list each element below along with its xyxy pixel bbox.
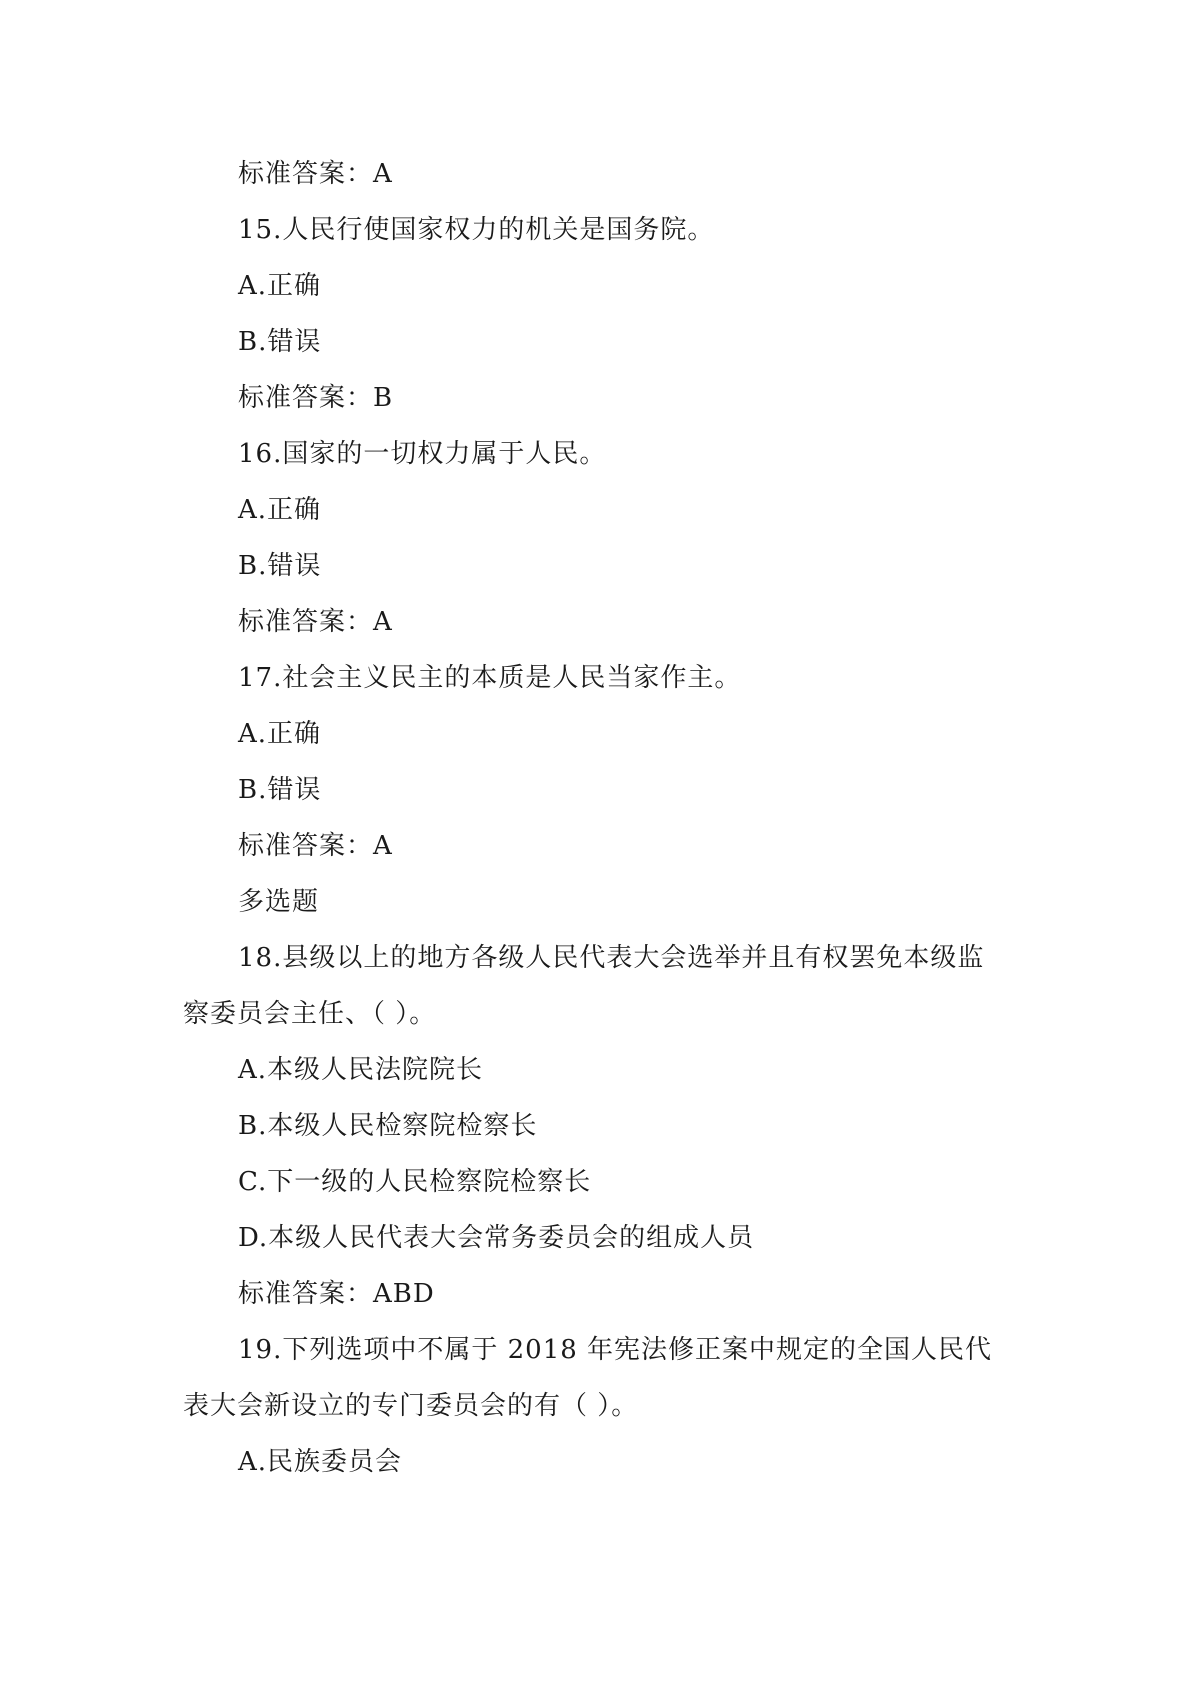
answer-14: 标准答案：A [238,159,393,189]
section-heading-multiple-choice: 多选题 [238,887,320,917]
question-18-line-2: 察委员会主任、（ ）。 [183,999,437,1029]
question-15: 15.人民行使国家权力的机关是国务院。 [238,215,715,245]
question-18-line-1: 18.县级以上的地方各级人民代表大会选举并且有权罢免本级监 [238,943,985,973]
answer-16: 标准答案：A [238,607,393,637]
option-18-c: C.下一级的人民检察院检察长 [238,1167,592,1197]
option-16-b: B.错误 [238,551,322,581]
option-18-a: A.本级人民法院院长 [238,1055,484,1085]
question-19-line-1: 19.下列选项中不属于 2018 年宪法修正案中规定的全国人民代 [238,1335,993,1365]
option-19-a: A.民族委员会 [238,1447,403,1477]
option-18-d: D.本级人民代表大会常务委员会的组成人员 [238,1223,755,1253]
option-18-b: B.本级人民检察院检察长 [238,1111,538,1141]
answer-17: 标准答案：A [238,831,393,861]
answer-18: 标准答案：ABD [238,1279,435,1309]
question-19-line-2: 表大会新设立的专门委员会的有（ ）。 [183,1391,639,1421]
option-17-b: B.错误 [238,775,322,805]
option-17-a: A.正确 [238,719,322,749]
option-15-b: B.错误 [238,327,322,357]
answer-15: 标准答案：B [238,383,394,413]
option-16-a: A.正确 [238,495,322,525]
option-15-a: A.正确 [238,271,322,301]
question-16: 16.国家的一切权力属于人民。 [238,439,607,469]
question-17: 17.社会主义民主的本质是人民当家作主。 [238,663,742,693]
